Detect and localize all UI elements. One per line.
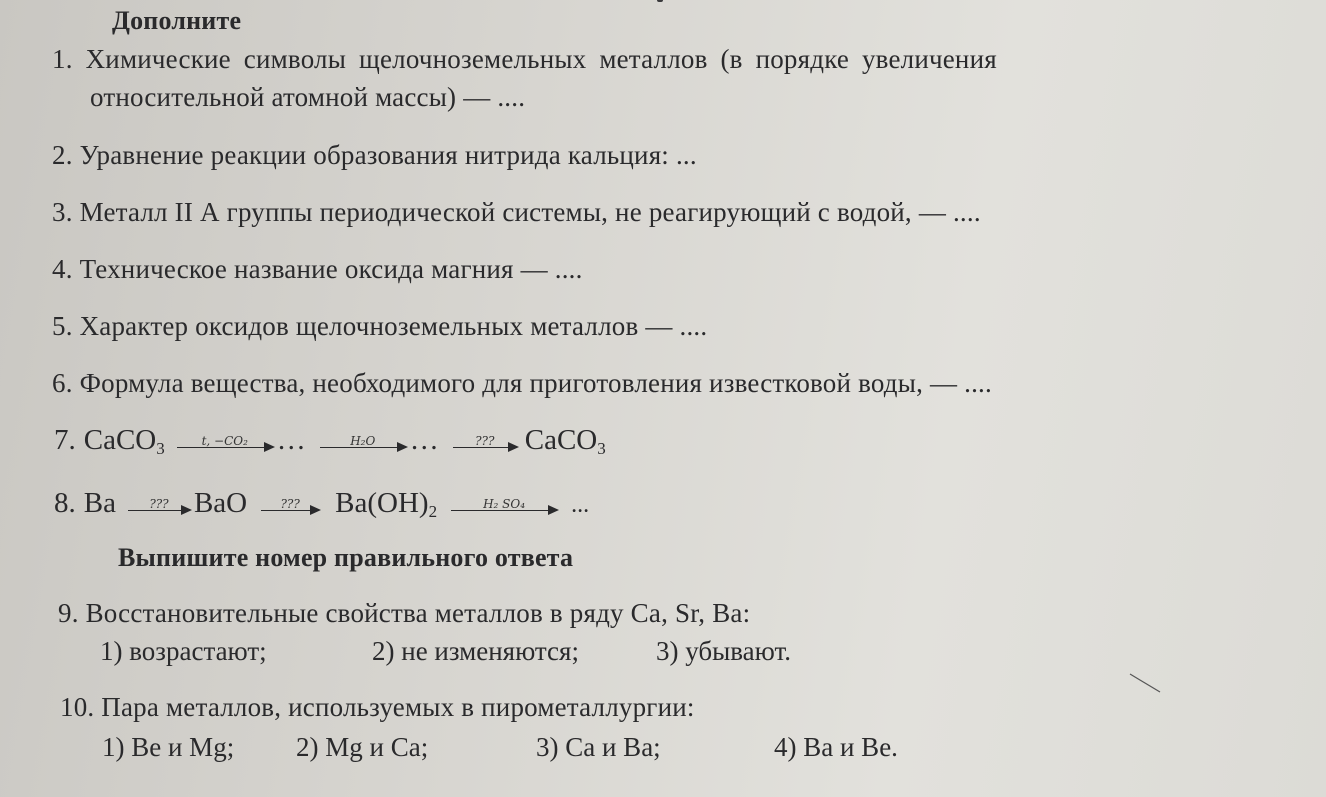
question-2: 2. Уравнение реакции образования нитрида кальция: ... <box>52 140 697 170</box>
question-4: 4. Техническое название оксида магния — .... <box>52 254 583 284</box>
reaction-arrow-icon <box>451 510 557 511</box>
question-8-arrow-1-label: ??? <box>149 497 169 511</box>
question-8-arrow-2-label: ??? <box>280 497 300 511</box>
question-8-step-1: BaO <box>193 487 248 519</box>
question-10-option-4: 4) Ba и Be. <box>774 732 898 762</box>
question-7-step-2: … <box>409 424 439 456</box>
question-8-start: Ba <box>83 487 116 519</box>
question-6: 6. Формула вещества, необходимого для приготовления известковой воды, — .... <box>52 368 992 398</box>
question-10-option-3: 3) Ca и Ba; <box>536 732 661 762</box>
question-10: 10. Пара металлов, используемых в пирометаллургии: <box>60 692 695 722</box>
question-1-line-1: Химические символы щелочноземельных металлов (в порядке увеличения <box>85 44 997 74</box>
ink-mark <box>657 0 663 2</box>
question-8-arrow-3 <box>451 498 557 511</box>
question-8-number: 8. <box>54 487 76 519</box>
question-9-option-2: 2) не изменяются; <box>372 636 579 666</box>
question-10-option-2: 2) Mg и Ca; <box>296 732 429 762</box>
reaction-arrow-icon <box>177 447 273 448</box>
question-7-arrow-1-label: t, −CO₂ <box>201 434 248 448</box>
question-8-arrow-1 <box>128 498 190 511</box>
reaction-arrow-icon <box>453 447 517 448</box>
question-8-arrow-3-label: H₂ SO₄ <box>483 497 526 511</box>
question-8-arrow-2 <box>261 498 319 511</box>
question-8-end: ... <box>571 492 590 518</box>
question-1-number: 1. <box>52 44 73 74</box>
section-heading-fill-in: Дополните <box>112 6 242 35</box>
reaction-arrow-icon <box>128 510 190 511</box>
question-7-arrow-3-label: ??? <box>475 434 495 448</box>
question-7-arrow-3 <box>453 435 517 448</box>
reaction-arrow-icon <box>320 447 406 448</box>
reaction-arrow-icon <box>261 510 319 511</box>
question-7-step-1: … <box>276 424 306 456</box>
question-7-start-formula: CaCO$_3$ <box>83 424 165 458</box>
question-8-step-2: $Ba(OH)_2$ <box>335 487 438 521</box>
question-9: 9. Восстановительные свойства металлов в ряду Ca, Sr, Ba: <box>58 598 751 628</box>
question-7-number: 7. <box>54 424 76 456</box>
question-9-option-3: 3) убывают. <box>656 636 791 666</box>
question-10-option-1: 1) Be и Mg; <box>102 732 235 762</box>
question-7-arrow-2 <box>320 435 406 448</box>
question-5: 5. Характер оксидов щелочноземельных металлов — .... <box>52 311 708 341</box>
question-7-end-formula: CaCO$_3$ <box>524 424 606 458</box>
question-9-option-1: 1) возрастают; <box>100 636 267 666</box>
question-7 <box>54 424 606 457</box>
question-1-line-2: относительной атомной массы) — .... <box>90 82 526 112</box>
question-7-arrow-1 <box>177 435 273 448</box>
pencil-stroke-mark <box>1128 672 1162 694</box>
question-7-arrow-2-label: H₂O <box>350 434 376 448</box>
question-3: 3. Металл II А группы периодической системы, не реагирующий с водой, — .... <box>52 197 981 227</box>
question-8 <box>54 487 589 520</box>
section-heading-choose: Выпишите номер правильного ответа <box>118 543 574 572</box>
question-1 <box>52 44 997 75</box>
